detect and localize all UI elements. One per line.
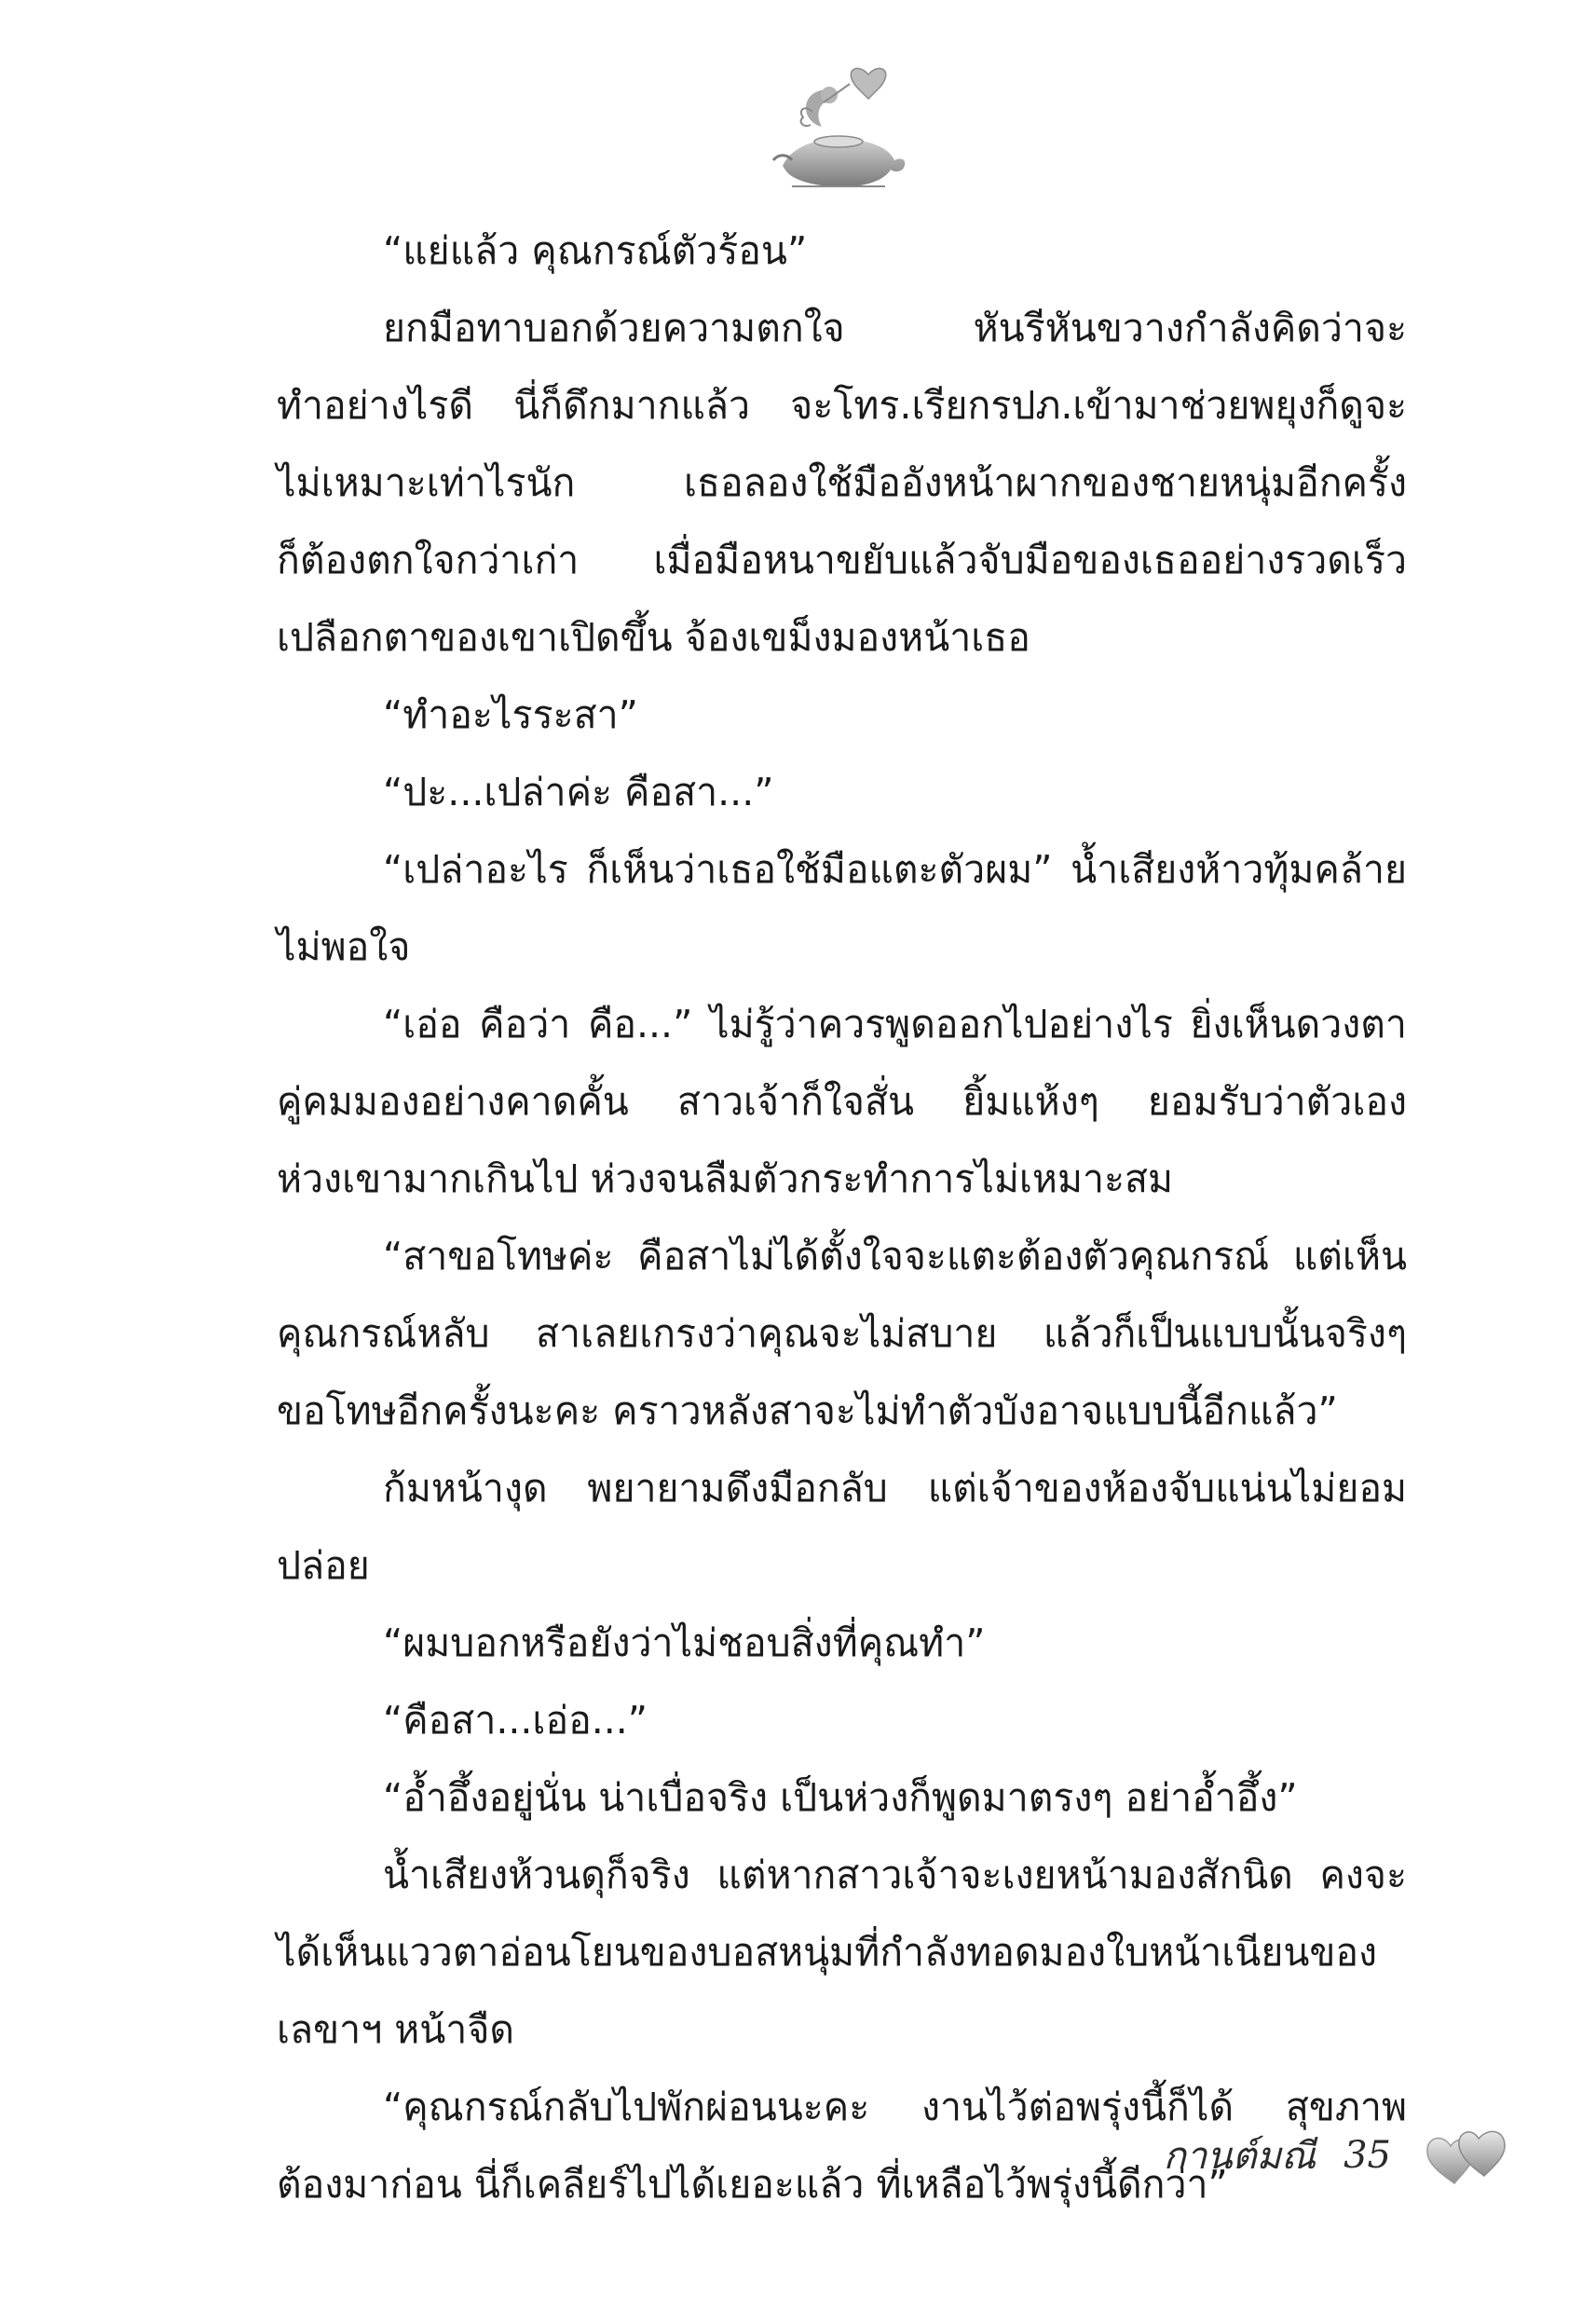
text-word: คือว่า: [479, 1002, 571, 1046]
text-word: ทำอย่างไรดี: [277, 383, 474, 428]
hearts-icon: [1419, 2118, 1512, 2193]
text-line: [277, 1837, 1407, 1914]
text-line: [277, 1450, 1407, 1527]
text-word: ก็ต้องตกใจกว่าเก่า: [277, 538, 580, 582]
text-line: [277, 444, 1407, 522]
text-line: [277, 290, 1407, 367]
text-word: เมื่อมือหนาขยับแล้วจับมือของเธออย่างรวดเร็ว: [653, 538, 1407, 582]
text-word: ไม่รู้ว่าควรพูดออกไปอย่างไร: [709, 1002, 1173, 1046]
text-word: ยิ้มแห้งๆ: [962, 1079, 1099, 1124]
text-word: นี่ก็ดึกมากแล้ว: [513, 383, 751, 428]
text-word: เธอลองใช้มืออังหน้าผากของชายหนุ่มอีกครั้ง: [683, 460, 1407, 505]
text-word: แต่เจ้าของห้องจับแน่นไม่ยอม: [927, 1466, 1407, 1511]
text-word: น้ำเสียงห้วนดุก็จริง: [383, 1853, 690, 1897]
text-line: “ทำอะไรระสา”: [383, 692, 638, 737]
text-word: สาวเจ้าก็ใจสั่น: [676, 1079, 915, 1124]
text-word: “เปล่าอะไร: [383, 847, 568, 892]
text-word: คุณกรณ์หลับ: [277, 1311, 490, 1356]
text-word: “เอ่อ: [383, 1002, 462, 1046]
page-footer: [1164, 2113, 1512, 2197]
text-word: งานไว้ต่อพรุ่งนี้ก็ได้: [921, 2085, 1235, 2129]
text-word: แต่หากสาวเจ้าจะเงยหน้ามองสักนิด: [716, 1853, 1293, 1897]
body-text: [277, 212, 1407, 2223]
text-line: เปลือกตาของเขาเปิดขึ้น จ้องเขม็งมองหน้าเธอ: [277, 615, 1030, 660]
text-word: จะโทร.เรียกรปภ.เข้ามาช่วยพยุงก็ดูจะ: [790, 383, 1407, 428]
text-word: “คุณกรณ์กลับไปพักผ่อนนะคะ: [383, 2085, 870, 2129]
text-line: [277, 1063, 1407, 1141]
text-word: หันรีหันขวางกำลังคิดว่าจะ: [973, 306, 1407, 350]
text-line: “แย่แล้ว คุณกรณ์ตัวร้อน”: [383, 228, 808, 273]
text-word: น้ำเสียงห้าวทุ้มคล้าย: [1071, 847, 1407, 892]
text-word: ยิ่งเห็นดวงตา: [1190, 1002, 1407, 1046]
text-line: ไม่พอใจ: [277, 924, 411, 969]
text-word: คือ...”: [587, 1002, 693, 1046]
text-line: [277, 831, 1407, 909]
text-word: ได้เห็นแววตาอ่อนโยนของบอสหนุ่มที่กำลังทอดมองใบหน้าเนียนของ: [277, 1930, 1378, 1975]
text-line: ต้องมาก่อน นี่ก็เคลียร์ไปได้เยอะแล้ว ที่เหลือไว้พรุ่งนี้ดีกว่า”: [277, 2162, 1228, 2207]
book-title: กานต์มณี: [1163, 2135, 1316, 2178]
text-word: คือสาไม่ได้ตั้งใจจะแตะต้องตัวคุณกรณ์: [637, 1234, 1270, 1279]
text-word: สาเลยเกรงว่าคุณจะไม่สบาย: [536, 1311, 998, 1356]
text-line: ห่วงเขามากเกินไป ห่วงจนลืมตัวกระทำการไม่เหมาะสม: [277, 1156, 1174, 1201]
text-word: คู่คมมองอย่างคาดคั้น: [277, 1079, 629, 1124]
text-word: ไม่เหมาะเท่าไรนัก: [277, 460, 576, 505]
text-line: “ปะ...เปล่าค่ะ คือสา...”: [383, 770, 774, 814]
text-word: คงจะ: [1319, 1853, 1407, 1897]
text-line: [277, 1295, 1407, 1373]
text-line: ขอโทษอีกครั้งนะคะ คราวหลังสาจะไม่ทำตัวบังอาจแบบนี้อีกแล้ว”: [277, 1388, 1338, 1433]
text-line: [277, 1218, 1407, 1295]
text-line: เลขาฯ หน้าจืด: [277, 2007, 514, 2052]
text-line: “คือสา...เอ่อ...”: [383, 1698, 648, 1743]
text-word: ยอมรับว่าตัวเอง: [1147, 1079, 1407, 1124]
text-word: ก็เห็นว่าเธอใช้มือแตะตัวผม”: [586, 847, 1053, 892]
text-line: [277, 522, 1407, 599]
text-line: “ผมบอกหรือยังว่าไม่ชอบสิ่งที่คุณทำ”: [383, 1620, 986, 1665]
text-word: แต่เห็น: [1292, 1234, 1407, 1279]
teapot-cupid-icon: [764, 56, 913, 196]
text-word: ยกมือทาบอกด้วยความตกใจ: [383, 306, 845, 350]
text-line: [277, 1914, 1407, 1991]
page-number: 35: [1344, 2134, 1391, 2177]
text-word: พยายามดึงมือกลับ: [587, 1466, 888, 1511]
text-line: [277, 986, 1407, 1063]
text-word: สุขภาพ: [1285, 2085, 1407, 2129]
text-line: [277, 367, 1407, 444]
text-word: ก้มหน้างุด: [383, 1466, 548, 1511]
text-word: “สาขอโทษค่ะ: [383, 1234, 614, 1279]
text-line: ปล่อย: [277, 1543, 370, 1588]
text-word: แล้วก็เป็นแบบนั้นจริงๆ: [1043, 1311, 1407, 1356]
text-line: “อ้ำอึ้งอยู่นั่น น่าเบื่อจริง เป็นห่วงก็พูดมาตรงๆ อย่าอ้ำอึ้ง”: [383, 1775, 1298, 1820]
